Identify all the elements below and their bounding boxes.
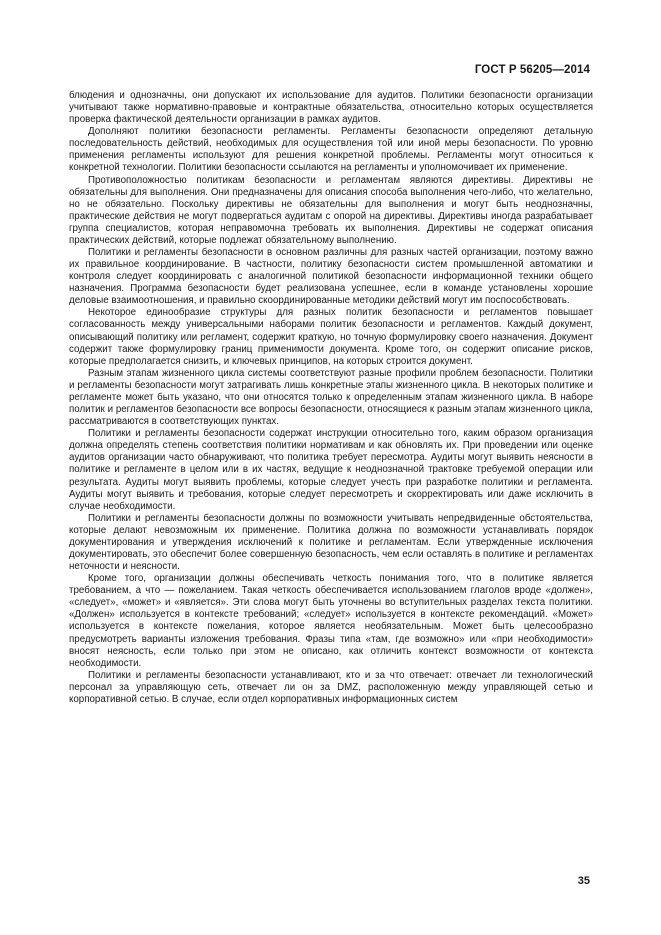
paragraph: Политики и регламенты безопасности должны по возможности учитывать непредвиденные обстоятельства, которые делают невозможным их применение. Политика должна по возможности устанавливать порядок документирования и утверждения исключений к политике и регламентам. Если утвержденные исключения документировать, это обеспечит более совершенную безопасность, чем если оставлять в политике и регламентах неточности и неясности. <box>69 512 593 573</box>
paragraph: Политики и регламенты безопасности в основном различны для разных частей организации, поэтому важно их правильное координирование. В частности, политику безопасности систем промышленной автоматики и контроля следует координировать с аналогичной политикой безопасности информационной техники общего назначения. Программа безопасности будет реализована успешнее, если в команде установлены хорошие деловые взаимоотношения, и правильно скоординированные методики действий могут им поспособствовать. <box>69 247 593 307</box>
paragraph: Противоположностью политикам безопасности и регламентам являются директивы. Директивы не обязательны для выполнения. Они предназначены для описания способа выполнения чего-либо, что желательно, но не обязательно. Поскольку директивы не обязательны для выполнения и могут быть неоднозначны, практические действия не могут подвергаться аудитам с опорой на директивы. Директивы иногда разрабатывает группа специалистов, которая неправомочна требовать их выполнения. Директивы не содержат описания практических действий, которые подлежат обязательному выполнению. <box>69 174 593 246</box>
body-text <box>69 90 593 706</box>
paragraph: Кроме того, организации должны обеспечивать четкость понимания того, что в политике является требованием, а что — пожеланием. Такая четкость обеспечивается использованием глаголов вроде «должен», «следует», «может» и «является». Эти слова могут быть уточнены во вступительных разделах текста политики. «Должен» используется в контексте требований; «следует» используется в контексте рекомендаций. «Может» используется в контексте пожелания, которое является необязательным. Может быть целесообразно предусмотреть варианты изложения требования. Фразы типа «там, где возможно» или «при необходимости» вносят неясность, если только при этом не описано, как отличить контекст возможности от контекста необходимости. <box>69 573 593 669</box>
paragraph: Политики и регламенты безопасности содержат инструкции относительно того, каким образом организация должна определять степень соответствия политики нормативам и как обновлять их. При проведении или оценке аудитов организации часто обнаруживают, что политика требует пересмотра. Аудиты могут выявить неясности в политике и регламенте в целом или в их частях, ведущие к неоднозначной трактовке требуемой операции или результата. Аудиты могут выявить проблемы, которые следует учесть при разработке политики и регламента. Аудиты могут выявить и требования, которые следует пересмотреть и скорректировать или даже исключить в случае необходимости. <box>69 428 593 512</box>
page-number: 35 <box>577 875 590 887</box>
paragraph: блюдения и однозначны, они допускают их использование для аудитов. Политики безопасности организации учитывают также нормативно-правовые и контрактные обязательства, относительно которых осуществляется проверка фактической деятельности организации в рамках аудитов. <box>69 90 593 126</box>
document-id-header: ГОСТ Р 56205—2014 <box>474 64 590 76</box>
paragraph: Политики и регламенты безопасности устанавливают, кто и за что отвечает: отвечает ли технологический персонал за управляющую сеть, отвечает ли он за DMZ, расположенную между управляющей сетью и корпоративной сетью. В случае, если отдел корпоративных информационных систем <box>69 669 593 705</box>
paragraph: Дополняют политики безопасности регламенты. Регламенты безопасности определяют детальную последовательность действий, необходимых для осуществления той или иной меры безопасности. По уровню применения регламенты используют для решения конкретной проблемы. Регламенты могут относиться к конкретной технологии. Политики безопасности ссылаются на регламенты и уполномочивает их применение. <box>69 126 593 174</box>
paragraph: Некоторое единообразие структуры для разных политик безопасности и регламентов повышает согласованность между универсальными наборами политик безопасности и регламентов. Каждый документ, описывающий политику или регламент, содержит краткую, но точную формулировку своего назначения. Документ содержит также формулировку границ применимости документа. Кроме того, он содержит описание рисков, которые предполагается снизить, и ключевых принципов, на которых строится документ. <box>69 307 593 367</box>
paragraph: Разным этапам жизненного цикла системы соответствуют разные профили проблем безопасности. Политики и регламенты безопасности могут затрагивать лишь конкретные этапы жизненного цикла. В некоторых политике и регламенте может быть указано, что они относятся только к определенным этапам жизненного цикла. В наборе политик и регламентов безопасности все вопросы безопасности, относящиеся к разным этапам жизненного цикла, рассматриваются в соответствующих пунктах. <box>69 367 593 428</box>
